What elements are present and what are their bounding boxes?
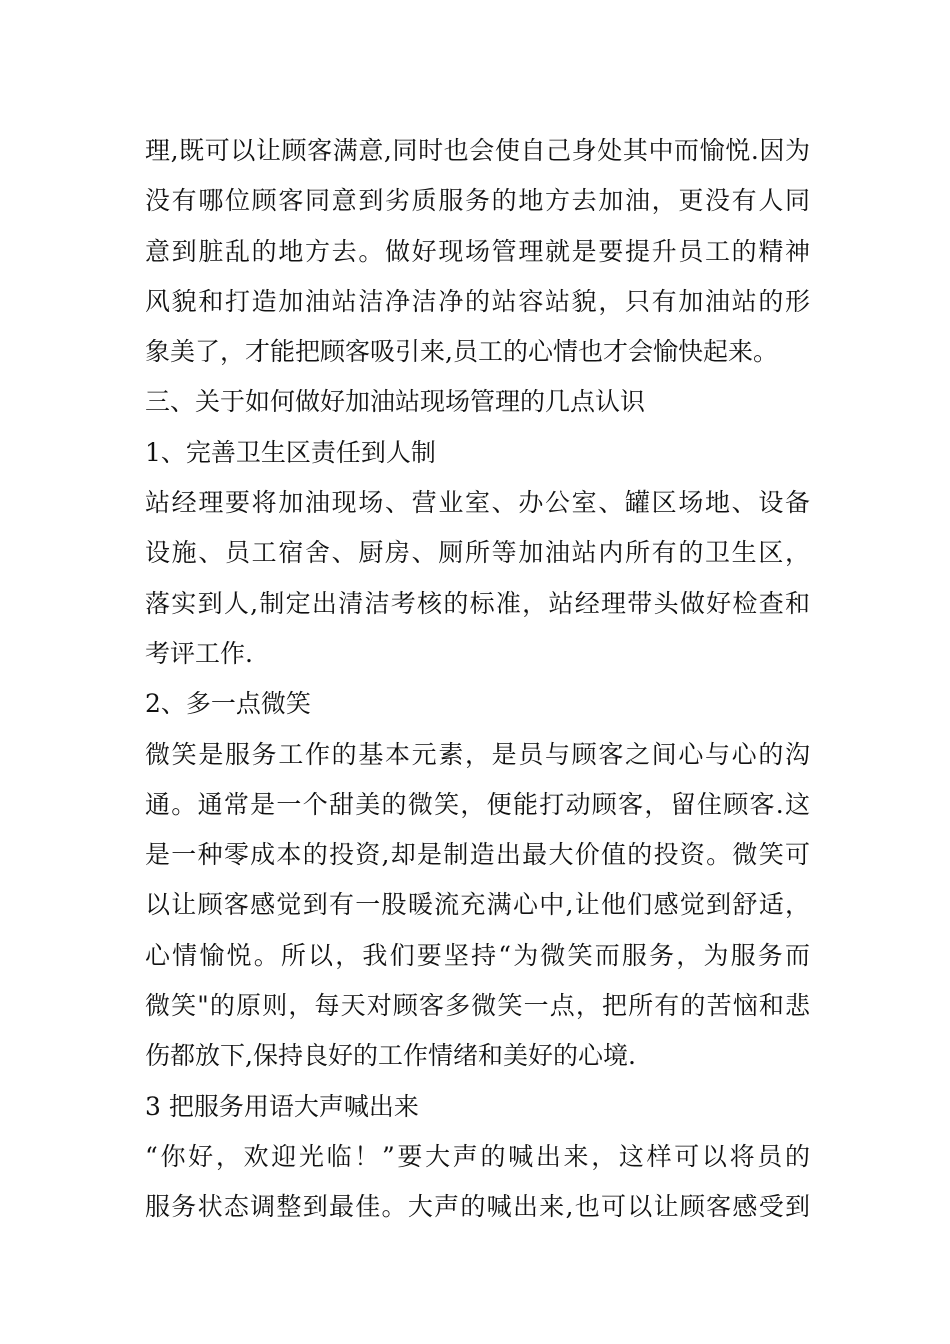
text-line: 没有哪位顾客同意到劣质服务的地方去加油，更没有人同 bbox=[145, 186, 810, 216]
text-line: 3 把服务用语大声喊出来 bbox=[145, 1091, 419, 1121]
text-line: 以让顾客感觉到有一股暖流充满心中,让他们感觉到舒适， bbox=[145, 890, 810, 920]
text-line: 意到脏乱的地方去。做好现场管理就是要提升员工的精神 bbox=[145, 236, 810, 266]
body-text bbox=[145, 126, 810, 1233]
text-line: 风貌和打造加油站洁净洁净的站容站貌，只有加油站的形 bbox=[145, 286, 810, 316]
text-line: 落实到人,制定出清洁考核的标准，站经理带头做好检查和 bbox=[145, 588, 810, 618]
text-line: 理,既可以让顾客满意,同时也会使自己身处其中而愉悦.因为 bbox=[145, 136, 810, 165]
text-line: 象美了，才能把顾客吸引来,员工的心情也才会愉快起来。 bbox=[145, 337, 778, 367]
text-line: 是一种零成本的投资,却是制造出最大价值的投资。微笑可 bbox=[145, 840, 810, 870]
text-line: 服务状态调整到最佳。大声的喊出来,也可以让顾客感受到 bbox=[145, 1192, 810, 1222]
text-line: 站经理要将加油现场、营业室、办公室、罐区场地、设备 bbox=[145, 488, 810, 518]
text-line: “你好，欢迎光临！”要大声的喊出来，这样可以将员的 bbox=[145, 1141, 810, 1171]
text-line: 伤都放下,保持良好的工作情绪和美好的心境. bbox=[145, 1041, 636, 1071]
text-line: 设施、员工宿舍、厨房、厕所等加油站内所有的卫生区， bbox=[145, 538, 810, 568]
text-line: 微笑"的原则，每天对顾客多微笑一点，把所有的苦恼和悲 bbox=[145, 991, 810, 1021]
text-line: 考评工作. bbox=[145, 638, 253, 668]
text-line: 1、完善卫生区责任到人制 bbox=[145, 437, 436, 467]
text-line: 三、关于如何做好加油站现场管理的几点认识 bbox=[145, 387, 646, 417]
text-line: 心情愉悦。所以，我们要坚持“为微笑而服务，为服务而 bbox=[145, 940, 810, 970]
text-line: 微笑是服务工作的基本元素，是员与顾客之间心与心的沟 bbox=[145, 739, 810, 769]
text-line: 通。通常是一个甜美的微笑，便能打动顾客，留住顾客.这 bbox=[145, 789, 810, 819]
text-line: 2、多一点微笑 bbox=[145, 689, 311, 719]
